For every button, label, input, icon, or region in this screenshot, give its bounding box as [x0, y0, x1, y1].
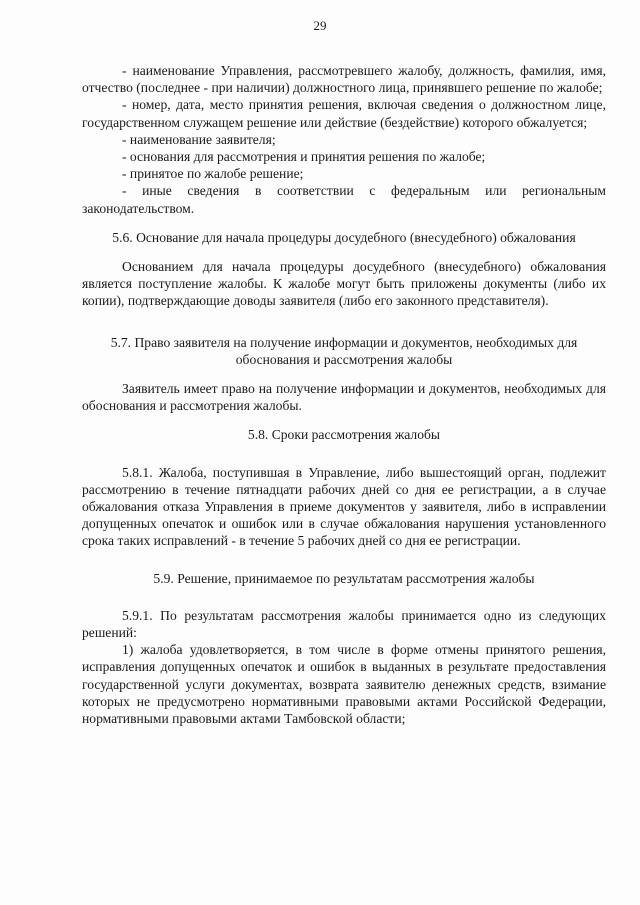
list-item: - иные сведения в соответствии с федеральным или региональным законодательством.: [82, 183, 606, 216]
list-item: - номер, дата, место принятия решения, включая сведения о должностном лице, государственном служащем решение или действие (бездействие) которого обжалуется;: [82, 97, 606, 130]
section-heading: 5.7. Право заявителя на получение информации и документов, необходимых для обоснования и рассмотрения жалобы: [110, 334, 578, 367]
body-paragraph: 5.9.1. По результатам рассмотрения жалобы принимается одно из следующих решений:: [82, 607, 606, 641]
section-heading: 5.9. Решение, принимаемое по результатам рассмотрения жалобы: [153, 570, 535, 586]
list-item: - принятое по жалобе решение;: [122, 166, 304, 182]
body-paragraph: Заявитель имеет право на получение информации и документов, необходимых для обоснования и рассмотрения жалобы.: [82, 381, 606, 414]
list-item: - основания для рассмотрения и принятия решения по жалобе;: [122, 149, 486, 165]
document-body: [82, 62, 606, 727]
list-item: - наименование заявителя;: [122, 131, 276, 147]
section-heading: 5.8. Сроки рассмотрения жалобы: [247, 427, 441, 443]
list-item: 1) жалоба удовлетворяется, в том числе в форме отмены принятого решения, исправления допущенных опечаток и ошибок в выданных в результате предоставления государственной услуги документах, возврата заявителю денежных средств, взимание которых не предусмотрено нормативными правовыми актами Российской Федерации, нормативными правовыми актами Тамбовской области;: [82, 642, 606, 727]
page-number: 29: [313, 18, 327, 33]
body-paragraph: Основанием для начала процедуры досудебного (внесудебного) обжалования является поступление жалобы. К жалобе могут быть приложены документы (либо их копии), подтверждающие доводы заявителя (либо его законного представителя).: [82, 259, 606, 309]
list-item: - наименование Управления, рассмотревшего жалобу, должность, фамилия, имя, отчество (последнее - при наличии) должностного лица, принявшего решение по жалобе;: [82, 63, 606, 96]
section-heading: 5.6. Основание для начала процедуры досудебного (внесудебного) обжалования: [112, 229, 576, 245]
body-paragraph: 5.8.1. Жалоба, поступившая в Управление, либо вышестоящий орган, подлежит рассмотрению в течение пятнадцати рабочих дней со дня ее регистрации, а в случае обжалования отказа Управления в приеме документов у заявителя, либо в исправлении допущенных опечаток и ошибок или в случае обжалования нарушения установленного срока таких исправлений - в течение 5 рабочих дней со дня ее регистрации.: [82, 464, 606, 549]
